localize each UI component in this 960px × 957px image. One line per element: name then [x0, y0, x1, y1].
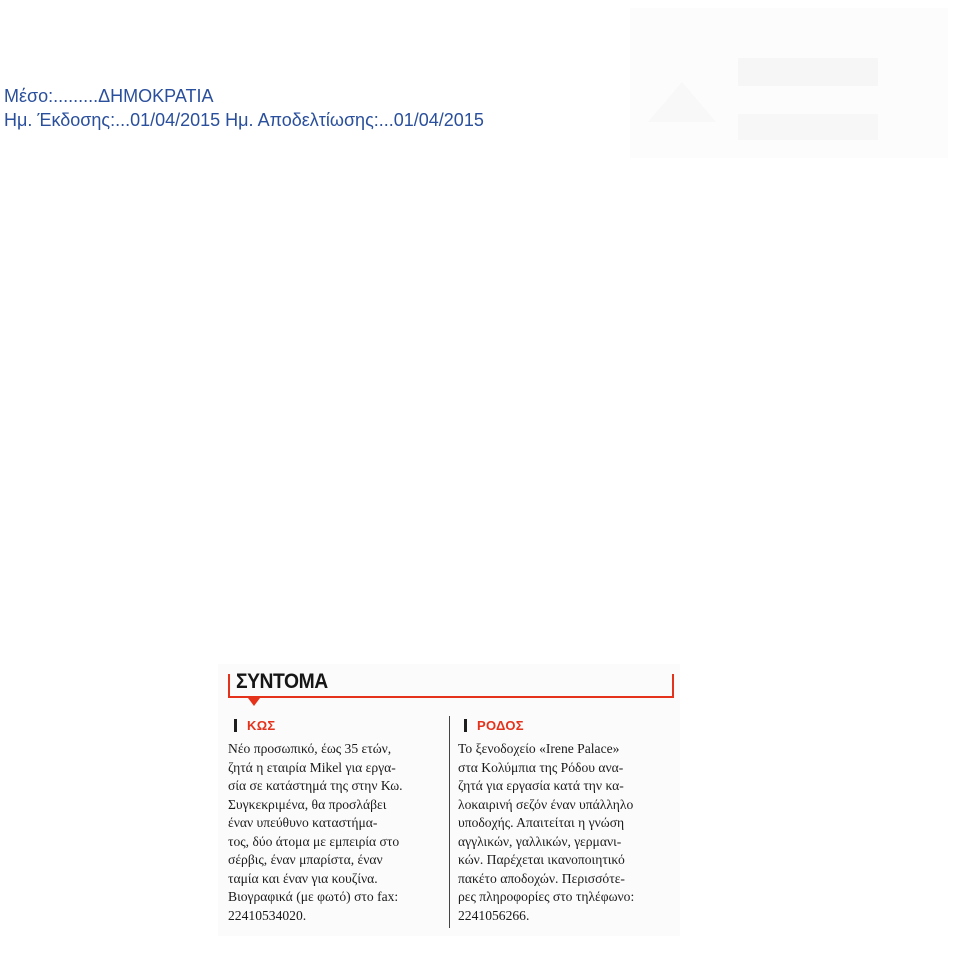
logo-shape: [648, 82, 716, 122]
text-line: πακέτο αποδοχών. Περισσότε-: [458, 870, 625, 886]
faded-logo-image: [630, 8, 948, 158]
header-pointer: [248, 698, 260, 706]
text-line: Συγκεκριμένα, θα προσλάβει: [228, 796, 387, 812]
text-line: Το ξενοδοχείο «Irene Palace»: [458, 741, 620, 756]
text-line: 2241056266.: [458, 907, 530, 923]
header-rule-left: [228, 674, 230, 698]
article-kos: [228, 716, 438, 925]
clipping-header: [228, 670, 674, 698]
section-title: ΣΥΝΤΟΜΑ: [236, 670, 328, 693]
text-line: στα Κολύμπια της Ρόδου ανα-: [458, 759, 624, 775]
publication-dates: Ημ. Έκδοσης:...01/04/2015 Ημ. Αποδελτίωσης:...01/04/2015: [4, 110, 484, 130]
article-heading: [464, 716, 674, 734]
header-rule-right: [672, 674, 674, 698]
text-line: ζητά η εταιρία Mikel για εργα-: [228, 759, 396, 775]
column-divider: [449, 716, 450, 928]
newspaper-clipping: [218, 664, 680, 936]
article-body: [228, 740, 438, 925]
article-title: ΚΩΣ: [247, 717, 276, 733]
text-line: 22410534020.: [228, 907, 307, 923]
text-line: λοκαιρινή σεζόν έναν υπάλληλο: [458, 796, 634, 812]
header-rule-bottom: [228, 696, 674, 698]
text-line: Νέο προσωπικό, έως 35 ετών,: [228, 741, 392, 756]
heading-marker: [464, 719, 467, 732]
text-line: τος, δύο άτομα με εμπειρία στο: [228, 833, 400, 849]
text-line: αγγλικών, γαλλικών, γερμανι-: [458, 833, 622, 849]
logo-shape: [738, 114, 878, 140]
text-line: Βιογραφικά (με φωτό) στο fax:: [228, 889, 399, 904]
article-heading: [234, 716, 438, 734]
article-body: [458, 740, 674, 925]
text-line: σέρβις, έναν μπαρίστα, έναν: [228, 852, 383, 867]
text-line: υποδοχής. Απαιτείται η γνώση: [458, 815, 625, 830]
text-line: έναν υπεύθυνο καταστήμα-: [228, 815, 378, 830]
text-line: ρες πληροφορίες στο τηλέφωνο:: [458, 889, 635, 904]
text-line: ζητά για εργασία κατά την κα-: [458, 778, 624, 793]
text-line: κών. Παρέχεται ικανοποιητικό: [458, 852, 625, 867]
text-line: σία σε κατάστημά της στην Κω.: [228, 778, 403, 793]
clipping-metadata: [4, 84, 484, 132]
text-line: ταμία και έναν για κουζίνα.: [228, 870, 378, 886]
article-title: ΡΟΔΟΣ: [477, 717, 524, 733]
heading-marker: [234, 719, 237, 732]
article-rhodes: [458, 716, 674, 925]
logo-shape: [738, 58, 878, 86]
media-source: Μέσο:.........ΔΗΜΟΚΡΑΤΙΑ: [4, 86, 214, 106]
